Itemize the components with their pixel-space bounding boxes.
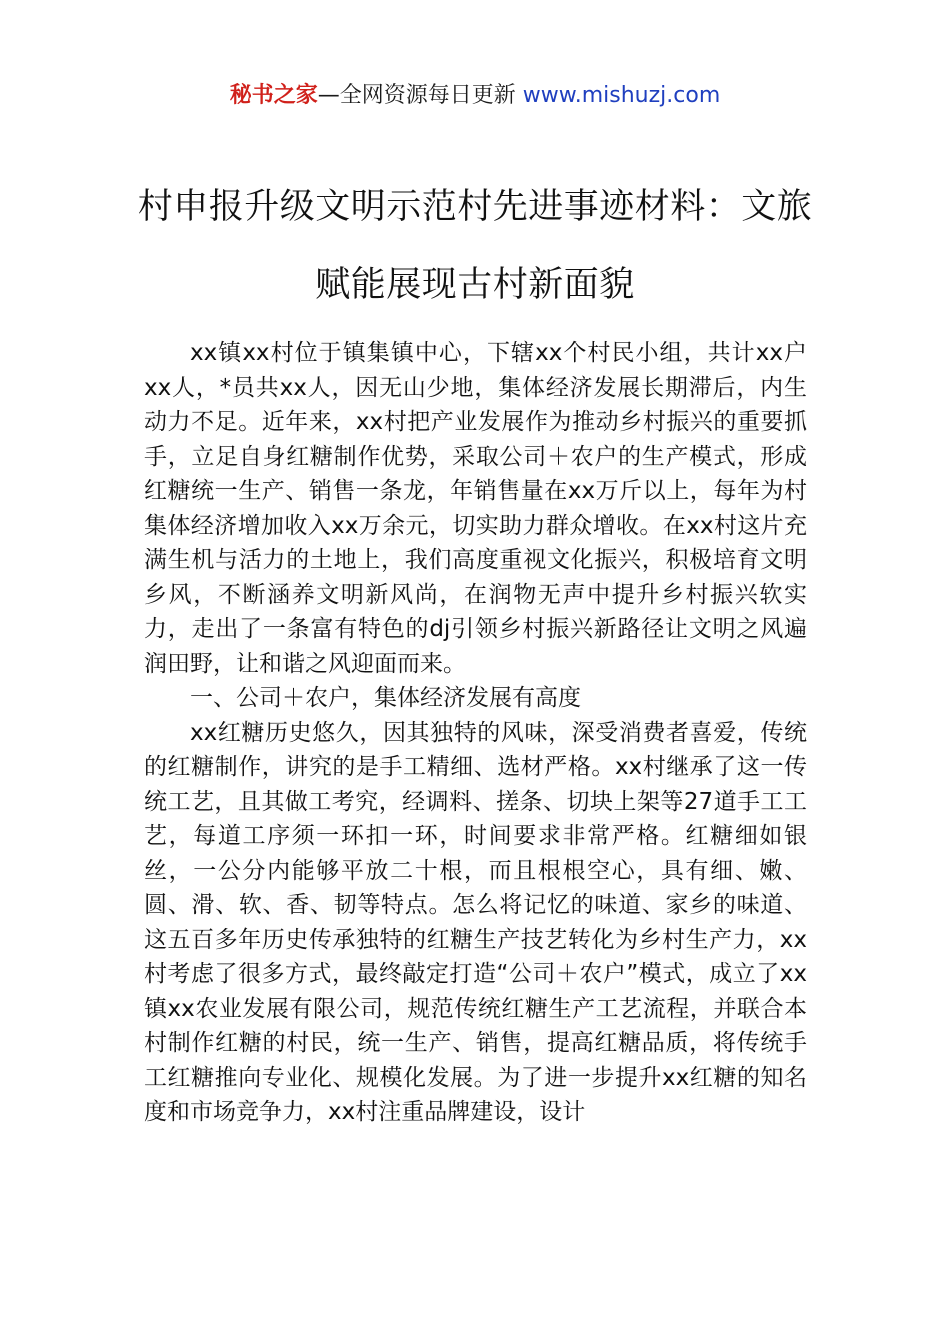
document-title: 村申报升级文明示范村先进事迹材料：文旅赋能展现古村新面貌 xyxy=(137,187,813,305)
site-header xyxy=(0,78,950,114)
intro-paragraph: xx镇xx村位于镇集镇中心，下辖xx个村民小组，共计xx户xx人，*员共xx人，因无山少地，集体经济发展长期滞后，内生动力不足。近年来，xx村把产业发展作为推动乡村振兴的重要抓手，立足自身红糖制作优势，采取公司＋农户的生产模式，形成红糖统一生产、销售一条龙，年销售量在xx万斤以上，每年为村集体经济增加收入xx万余元，切实助力群众增收。在xx村这片充满生机与活力的土地上，我们高度重视文化振兴，积极培育文明乡风，不断涵养文明新风尚，在润物无声中提升乡村振兴软实力，走出了一条富有特色的dj引领乡村振兴新路径让文明之风遍润田野，让和谐之风迎面而来。 xyxy=(144,340,807,677)
section-heading: 一、公司＋农户，集体经济发展有高度 xyxy=(190,685,581,711)
site-brand: 秘书之家 xyxy=(229,83,318,108)
site-tagline: —全网资源每日更新 xyxy=(317,83,516,108)
section-paragraph: xx红糖历史悠久，因其独特的风味，深受消费者喜爱，传统的红糖制作，讲究的是手工精细、选材严格。xx村继承了这一传统工艺，且其做工考究，经调料、搓条、切块上架等27道手工工艺，每道工序须一环扣一环，时间要求非常严格。红糖细如银丝，一公分内能够平放二十根，而且根根空心，具有细、嫩、圆、滑、软、香、韧等特点。怎么将记忆的味道、家乡的味道、这五百多年历史传承独特的红糖生产技艺转化为乡村生产力，xx村考虑了很多方式，最终敲定打造“公司＋农户”模式，成立了xx镇xx农业发展有限公司，规范传统红糖生产工艺流程，并联合本村制作红糖的村民，统一生产、销售，提高红糖品质，将传统手工红糖推向专业化、规模化发展。为了进一步提升xx红糖的知名度和市场竞争力，xx村注重品牌建设，设计 xyxy=(144,719,807,1125)
site-url-link[interactable]: www.mishuzj.com xyxy=(522,83,721,108)
document-body xyxy=(144,336,807,1130)
